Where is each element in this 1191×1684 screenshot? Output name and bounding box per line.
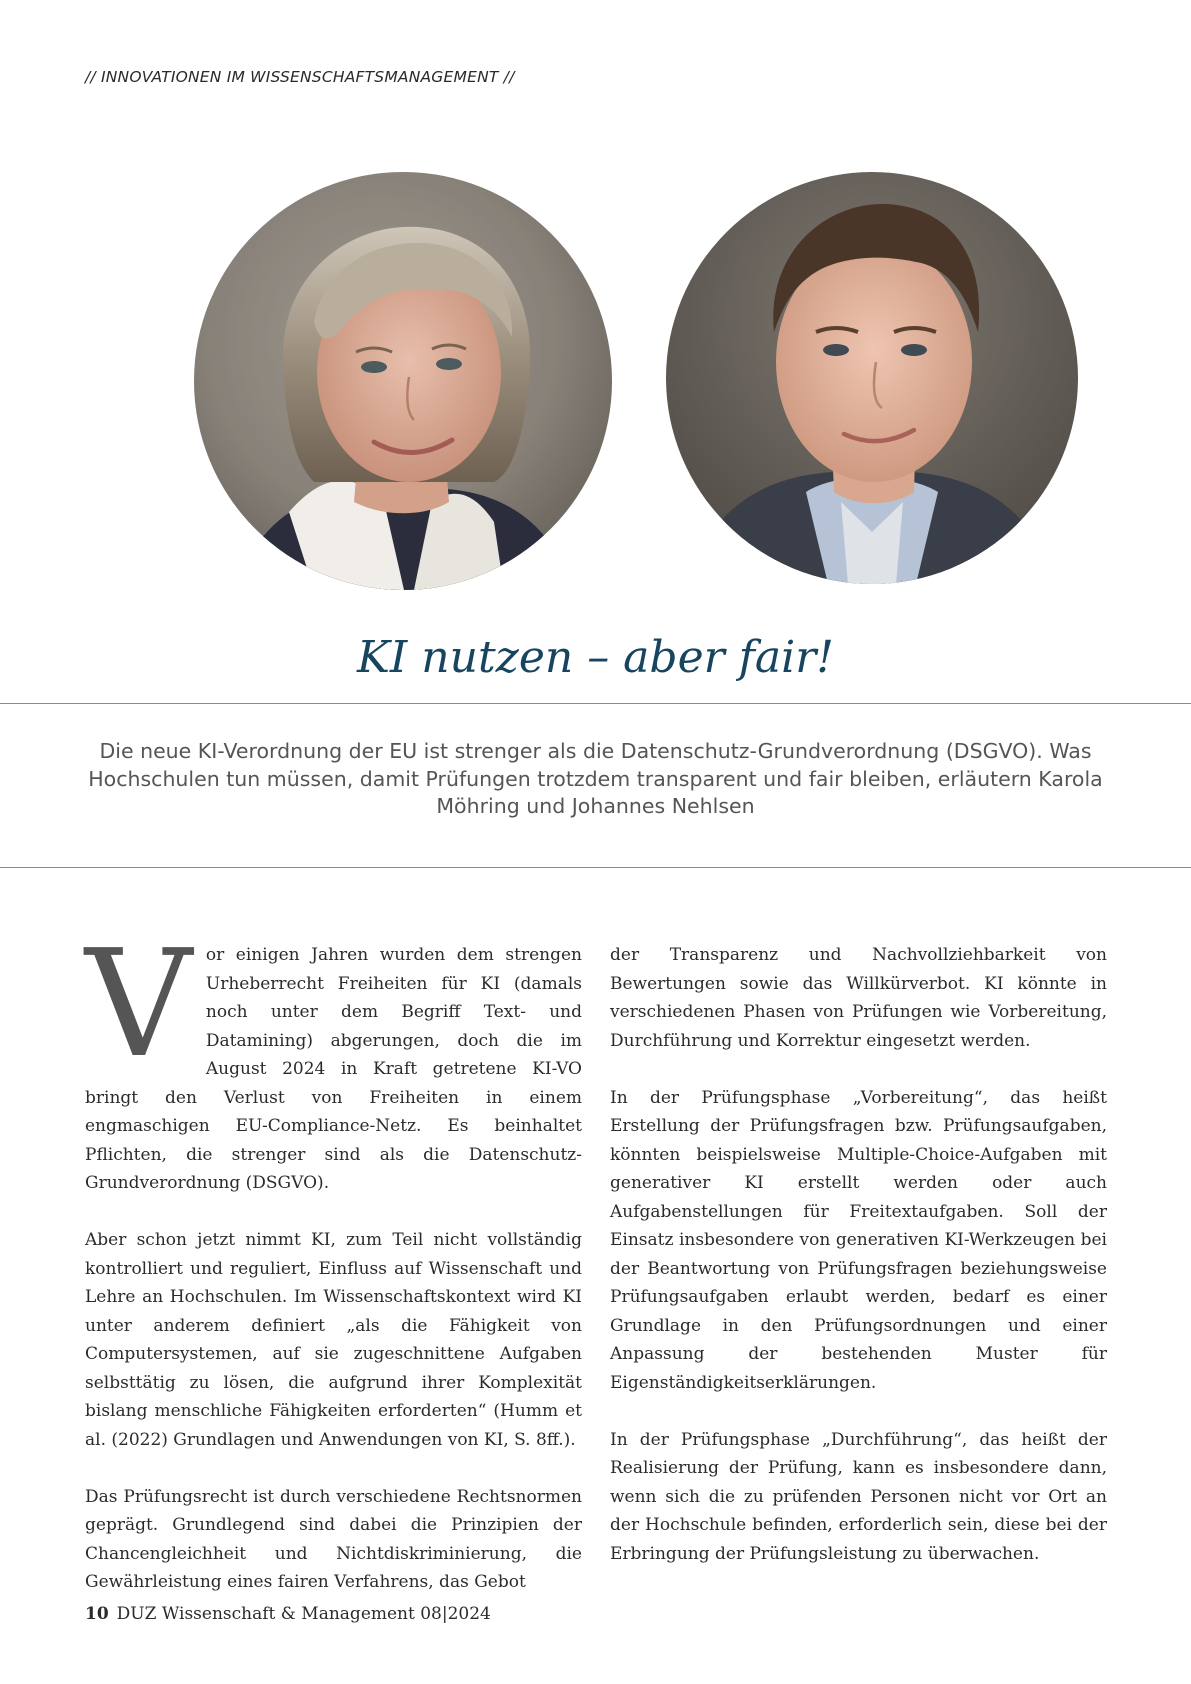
body-paragraph: Aber schon jetzt nimmt KI, zum Teil nicht vollständig kontrolliert und reguliert, Einfluss auf Wissenschaft und Lehre an Hochschulen. Im Wissenschaftskontext wird KI unter anderem definiert „als die Fähigkeit von Computersystemen, auf sie zugeschnittene Aufgaben selbsttätig zu lösen, die aufgrund ihrer Komplexität bislang menschliche Fähigkeiten erforderten“ (Humm et al. (2022) Grundlagen und Anwendungen von KI, S. 8ff.). bbox=[85, 1230, 582, 1450]
drop-cap: V bbox=[85, 918, 192, 1090]
author-portrait-right bbox=[666, 172, 1078, 584]
author-portrait-left bbox=[194, 172, 612, 590]
divider-bottom bbox=[0, 867, 1191, 868]
body-paragraph: In der Prüfungsphase „Vorbereitung“, das heißt Erstellung der Prüfungsfragen bzw. Prüfungsaufgaben, könnten beispielsweise Multiple-Choice-Aufgaben mit generativer KI erstellt werden oder auch Aufgabenstellungen für Freitextaufgaben. Soll der Einsatz insbesondere von generativen KI-Werkzeugen bei der Beantwortung von Prüfungsfragen beziehungsweise Prüfungsaufgaben erlaubt werden, bedarf es einer Grundlage in den Prüfungsordnungen und einer Anpassung der bestehenden Muster für Eigenständigkeitserklärungen. bbox=[610, 1087, 1107, 1393]
divider-top bbox=[0, 703, 1191, 704]
article-title: KI nutzen – aber fair! bbox=[357, 632, 834, 683]
portrait-right-image bbox=[666, 172, 1078, 584]
portrait-left-image bbox=[194, 172, 612, 590]
page-number: 10 bbox=[85, 1604, 109, 1624]
body-paragraph: der Transparenz und Nachvollziehbarkeit von Bewertungen sowie das Willkürverbot. KI könnte in verschiedenen Phasen von Prüfungen wie Vorbereitung, Durchführung und Korrektur eingesetzt werden. bbox=[610, 945, 1107, 1051]
publication-name: DUZ Wissenschaft & Management 08|2024 bbox=[116, 1604, 491, 1624]
body-column-left bbox=[85, 918, 582, 1625]
paragraph-text: or einigen Jahren wurden dem strengen Urheberrecht Freiheiten für KI (damals noch unter dem Begriff Text- und Datamining) abgerungen, doch die im August 2024 in Kraft getretene KI-VO bringt den Verlust von Freiheiten in einem engmaschigen EU-Compliance-Netz. Es beinhaltet Pflichten, die strenger sind als die Datenschutz-Grundverordnung (DSGVO). bbox=[85, 945, 582, 1193]
body-paragraph: In der Prüfungsphase „Durchführung“, das heißt der Realisierung der Prüfung, kann es insbesondere dann, wenn sich die zu prüfenden Personen nicht vor Ort an der Hochschule befinden, erforderlich sein, diese bei der Erbringung der Prüfungsleistung zu überwachen. bbox=[610, 1429, 1107, 1564]
page-footer bbox=[85, 1604, 491, 1624]
section-label: // INNOVATIONEN IM WISSENSCHAFTSMANAGEMENT // bbox=[85, 68, 515, 86]
body-column-right bbox=[610, 941, 1107, 1597]
article-lead: Die neue KI-Verordnung der EU ist strenger als die Datenschutz-Grundverordnung (DSGVO). Was Hochschulen tun müssen, damit Prüfungen trotzdem transparent und fair bleiben, erläutern Karola Möhring und Johannes Nehlsen bbox=[88, 739, 1103, 818]
body-paragraph: Das Prüfungsrecht ist durch verschiedene Rechtsnormen geprägt. Grundlegend sind dabei die Prinzipien der Chancengleichheit und Nichtdiskriminierung, die Gewährleistung eines fairen Verfahrens, das Gebot bbox=[85, 1486, 582, 1592]
body-paragraph bbox=[85, 918, 582, 1198]
